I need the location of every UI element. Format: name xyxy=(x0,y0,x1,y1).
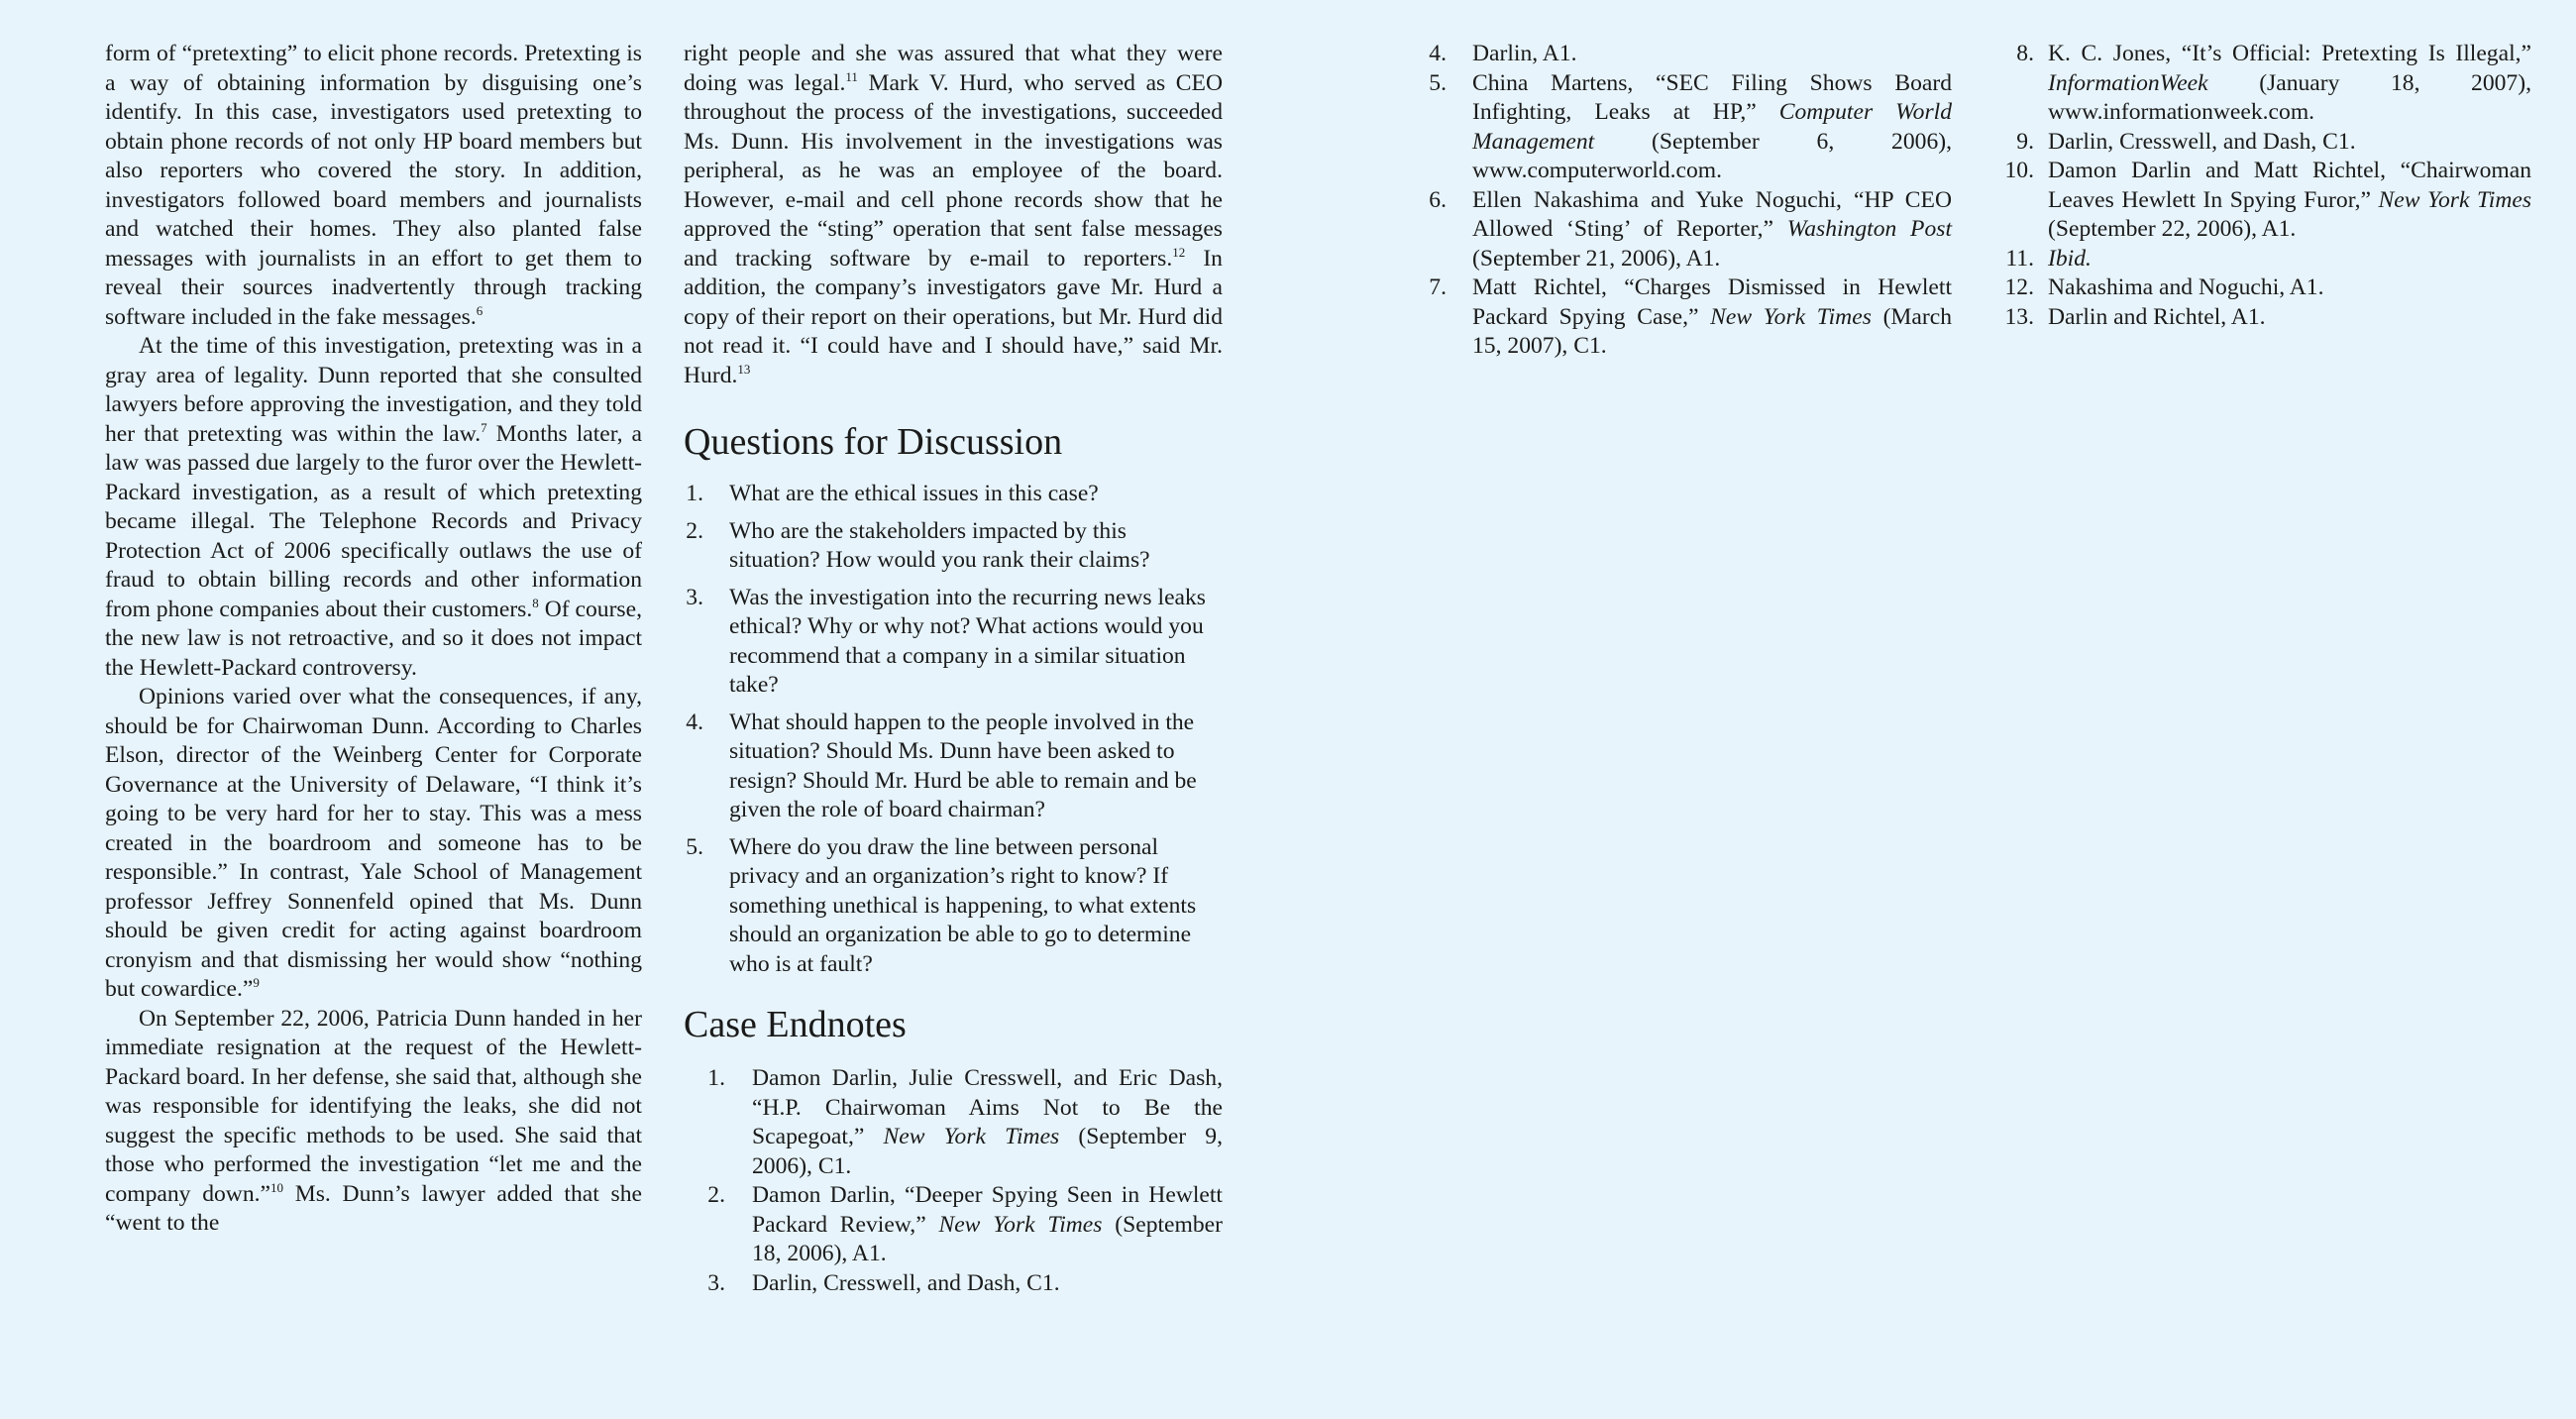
endnote-item: 12. Nakashima and Noguchi, A1. xyxy=(2004,274,2324,300)
endnote-item: 1. Damon Darlin, Julie Cresswell, and Eric Dash, “H.P. Chairwoman Aims Not to Be the Scapegoat,” New York Times (September 9, 2006), C1. xyxy=(707,1065,1223,1179)
paragraph: On September 22, 2006, Patricia Dunn handed in her immediate resignation at the request of the Hewlett-Packard board. In her defense, she said that, although she was responsible for identifying the leaks, she did not suggest the specific methods to be used. She said that those who performed the investigation “let me and the company down.”$^{10}$ Ms. Dunn’s lawyer added that she “went to the xyxy=(105,1005,642,1236)
question-item: 4. What should happen to the people involved in the situation? Should Ms. Dunn have been asked to resign? Should Mr. Hurd be able to remain and be given the role of board chairman? xyxy=(686,709,1197,822)
footnote-ref: 7 xyxy=(481,419,487,435)
questions-list xyxy=(684,480,1223,979)
endnote-item: 9. Darlin, Cresswell, and Dash, C1. xyxy=(2016,128,2356,155)
endnote-item: 11. Ibid. xyxy=(2005,245,2092,272)
endnotes-list xyxy=(694,1064,1223,1298)
endnote-item: 7. Matt Richtel, “Charges Dismissed in Hewlett Packard Spying Case,” New York Times (March 15, 2007), C1. xyxy=(1429,274,1952,359)
endnote-item: 8. K. C. Jones, “It’s Official: Pretexting Is Illegal,” InformationWeek (January 18, 2007), www.informationweek.com. xyxy=(2016,41,2531,125)
paragraph: form of “pretexting” to elicit phone records. Pretexting is a way of obtaining information by disguising one’s identify. In this case, investigators used pretexting to obtain phone records of not only HP board members but also reporters who covered the story. In addition, investigators followed board members and journalists and watched their homes. They also planted false messages with journalists in an effort to get them to reveal their sources inadvertently through tracking software included in the fake messages.$^6$ xyxy=(105,41,642,330)
footnote-ref: 11 xyxy=(845,68,858,84)
questions-heading: Questions for Discussion xyxy=(684,421,1063,463)
endnotes-column-4 xyxy=(2006,40,2531,332)
endnotes-heading: Case Endnotes xyxy=(684,1004,907,1045)
endnote-item: 5. China Martens, “SEC Filing Shows Board Infighting, Leaks at HP,” Computer World Management (September 6, 2006), www.computerworld.com. xyxy=(1429,69,1952,183)
question-item: 1. What are the ethical issues in this case? xyxy=(686,481,1099,506)
footnote-ref: 13 xyxy=(737,361,751,377)
footnote-ref: 6 xyxy=(476,302,483,318)
paragraph: At the time of this investigation, pretexting was in a gray area of legality. Dunn reported that she consulted lawyers before approving the investigation, and they told her that pretexting was within the law.$^7$ Months later, a law was passed due largely to the furor over the Hewlett-Packard investigation, as a result of which pretexting became illegal. The Telephone Records and Privacy Protection Act of 2006 specifically outlaws the use of fraud to obtain billing records and other information from phone companies about their customers.$^8$ Of course, the new law is not retroactive, and so it does not impact the Hewlett-Packard controversy. xyxy=(105,333,642,681)
endnote-item: 2. Damon Darlin, “Deeper Spying Seen in Hewlett Packard Review,” New York Times (September 18, 2006), A1. xyxy=(707,1182,1224,1266)
footnote-ref: 12 xyxy=(1172,244,1186,260)
question-item: 3. Was the investigation into the recurring news leaks ethical? Why or why not? What actions would you recommend that a company in a similar situation take? xyxy=(686,584,1206,698)
paragraph: right people and she was assured that what they were doing was legal.$^{11}$ Mark V. Hurd, who served as CEO throughout the process of the investigations, succeeded Ms. Dunn. His involvement in the investigations was peripheral, as he was an employee of the board. However, e-mail and cell phone records show that he approved the “sting” operation that sent false messages and tracking software by e-mail to reporters.$^{12}$ In addition, the company’s investigators gave Mr. Hurd a copy of their report on their operations, but Mr. Hurd did not read it. “I could have and I should have,” said Mr. Hurd.$^{13}$ xyxy=(684,41,1223,388)
footnote-ref: 10 xyxy=(270,1179,284,1195)
endnotes-list xyxy=(2002,40,2531,332)
endnote-item: 4. Darlin, A1. xyxy=(1429,41,1577,66)
text-column-2 xyxy=(684,40,1223,1298)
question-item: 2. Who are the stakeholders impacted by this situation? How would you rank their claims? xyxy=(686,517,1150,573)
paragraph: Opinions varied over what the consequences, if any, should be for Chairwoman Dunn. According to Charles Elson, director of the Weinberg Center for Corporate Governance at the University of Delaware, “I think it’s going to be very hard for her to stay. This was a mess created in the boardroom and someone has to be responsible.” In contrast, Yale School of Management professor Jeffrey Sonnenfeld opined that Ms. Dunn should be given credit for acting against boardroom cronyism and that dismissing her would show “nothing but cowardice.”$^9$ xyxy=(105,684,642,1002)
endnote-item: 6. Ellen Nakashima and Yuke Noguchi, “HP CEO Allowed ‘Sting’ of Reporter,” Washington Post (September 21, 2006), A1. xyxy=(1429,186,1953,272)
endnote-item: 10. Damon Darlin and Matt Richtel, “Chairwoman Leaves Hewlett In Spying Furor,” New York Times (September 22, 2006), A1. xyxy=(2004,158,2532,242)
endnote-item: 13. Darlin and Richtel, A1. xyxy=(2004,303,2266,330)
footnote-ref: 8 xyxy=(532,595,539,610)
endnotes-column-3 xyxy=(1427,40,1952,362)
question-item: 5. Where do you draw the line between personal privacy and an organization’s right to know? If something unethical is happening, to what extents should an organization be able to go to determine who is at fault? xyxy=(686,833,1197,977)
text-column-1 xyxy=(105,40,642,1239)
endnote-item: 3. Darlin, Cresswell, and Dash, C1. xyxy=(707,1269,1060,1296)
footnote-ref: 9 xyxy=(253,975,260,991)
endnotes-list xyxy=(1427,40,1952,362)
